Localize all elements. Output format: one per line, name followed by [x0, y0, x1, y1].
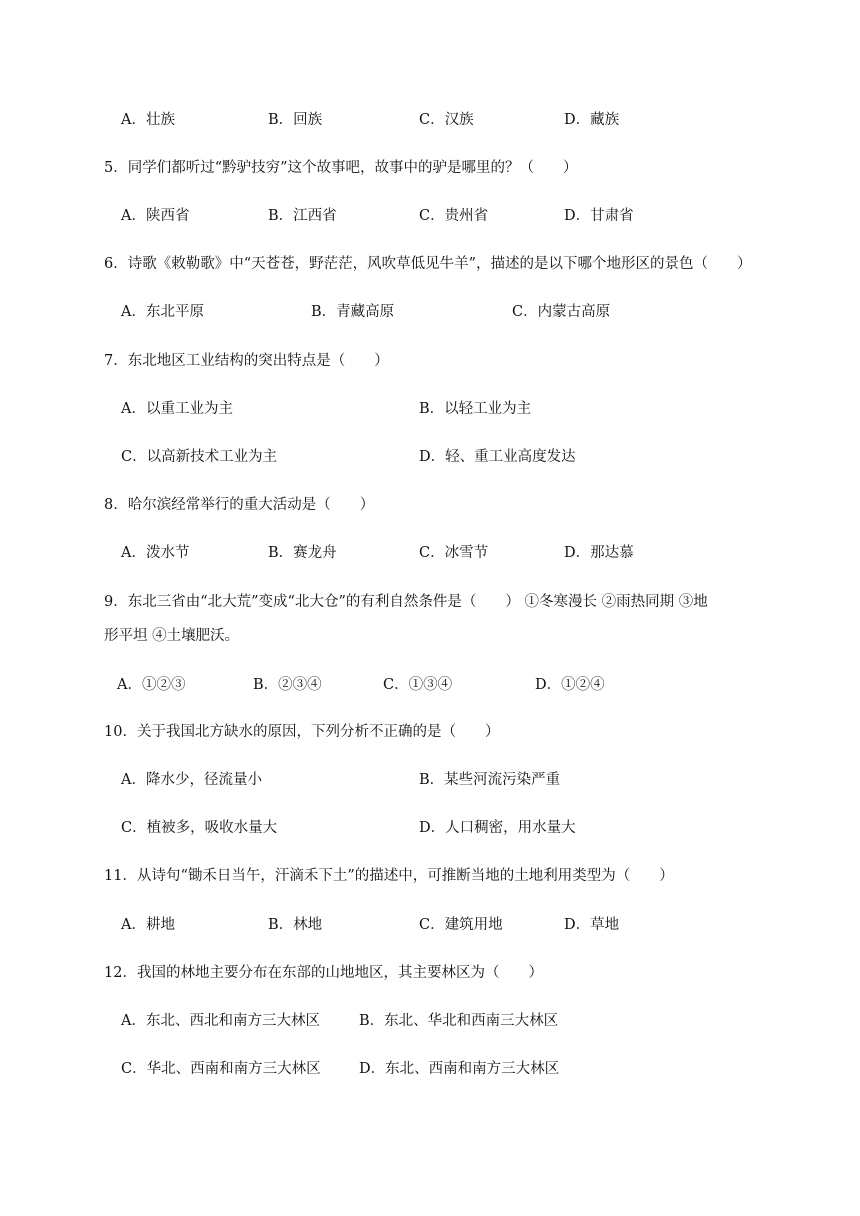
option-a[interactable]: A．①②③ [117, 677, 186, 693]
option-b[interactable]: B．②③④ [253, 677, 322, 693]
option-c[interactable]: C．植被多，吸收水量大 [121, 820, 278, 836]
option-c[interactable]: C．汉族 [419, 112, 474, 128]
question-stem: 10．关于我国北方缺水的原因，下列分析不正确的是（ ） [104, 724, 500, 740]
option-a[interactable]: A．陕西省 [121, 208, 190, 224]
option-b[interactable]: B．江西省 [268, 208, 337, 224]
option-a[interactable]: A．泼水节 [121, 545, 190, 561]
question-stem-line-1: 9．东北三省由“北大荒”变成“北大仓”的有利自然条件是（ ） ①冬寒漫长 ②雨热同期 ③地 [104, 594, 708, 610]
question-stem: 6．诗歌《敕勒歌》中“天苍苍，野茫茫，风吹草低见牛羊”，描述的是以下哪个地形区的景色（ ） [104, 256, 752, 272]
option-c[interactable]: C．冰雪节 [419, 545, 489, 561]
option-b[interactable]: B．青藏高原 [311, 304, 395, 320]
option-a[interactable]: A．以重工业为主 [121, 401, 233, 417]
question-stem: 8．哈尔滨经常举行的重大活动是（ ） [104, 497, 375, 513]
option-c[interactable]: C．以高新技术工业为主 [121, 449, 278, 465]
question-stem: 7．东北地区工业结构的突出特点是（ ） [104, 353, 389, 369]
option-c[interactable]: C．华北、西南和南方三大林区 [121, 1061, 321, 1077]
option-b[interactable]: B．东北、华北和西南三大林区 [359, 1013, 559, 1029]
option-d[interactable]: D．人口稠密，用水量大 [419, 820, 576, 836]
option-d[interactable]: D．那达慕 [564, 545, 634, 561]
option-d[interactable]: D．藏族 [564, 112, 620, 128]
option-d[interactable]: D．①②④ [535, 677, 605, 693]
option-b[interactable]: B．回族 [268, 112, 323, 128]
question-stem-line-2: 形平坦 ④土壤肥沃。 [104, 628, 240, 644]
question-stem: 12．我国的林地主要分布在东部的山地地区，其主要林区为（ ） [104, 965, 543, 981]
option-a[interactable]: A．耕地 [121, 917, 175, 933]
option-a[interactable]: A．降水少，径流量小 [121, 772, 262, 788]
question-stem: 11．从诗句“锄禾日当午，汗滴禾下土”的描述中，可推断当地的土地利用类型为（ ） [104, 868, 674, 884]
option-c[interactable]: C．建筑用地 [419, 917, 503, 933]
question-stem: 5．同学们都听过“黔驴技穷”这个故事吧，故事中的驴是哪里的？（ ） [104, 160, 578, 176]
option-d[interactable]: D．甘肃省 [564, 208, 634, 224]
option-b[interactable]: B．某些河流污染严重 [419, 772, 561, 788]
option-c[interactable]: C．内蒙古高原 [512, 304, 611, 320]
option-a[interactable]: A．东北、西北和南方三大林区 [121, 1013, 320, 1029]
option-c[interactable]: C．贵州省 [419, 208, 489, 224]
option-a[interactable]: A．东北平原 [121, 304, 204, 320]
option-d[interactable]: D．轻、重工业高度发达 [419, 449, 576, 465]
option-b[interactable]: B．赛龙舟 [268, 545, 337, 561]
option-b[interactable]: B．以轻工业为主 [419, 401, 532, 417]
option-d[interactable]: D．草地 [564, 917, 620, 933]
option-b[interactable]: B．林地 [268, 917, 323, 933]
option-c[interactable]: C．①③④ [383, 677, 453, 693]
option-d[interactable]: D．东北、西南和南方三大林区 [359, 1061, 560, 1077]
option-a[interactable]: A．壮族 [121, 112, 175, 128]
